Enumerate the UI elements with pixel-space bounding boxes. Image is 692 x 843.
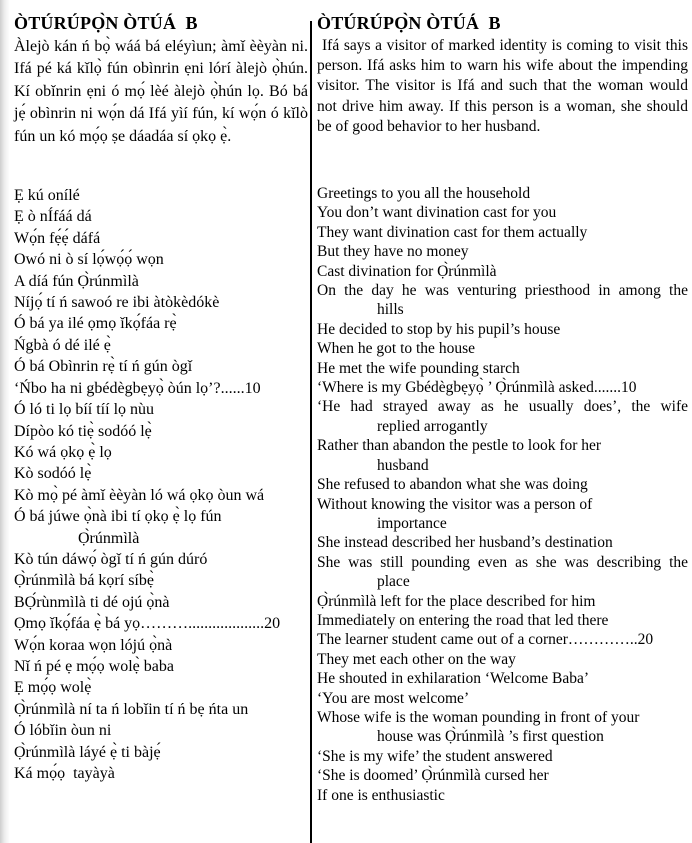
- right-verse-block: [317, 184, 688, 805]
- verse-line-text: You don’t want divination cast for you: [317, 204, 557, 222]
- verse-line: [14, 656, 308, 677]
- verse-line: [14, 635, 308, 656]
- verse-line: [317, 242, 688, 261]
- verse-line: [317, 611, 688, 630]
- verse-line-text: Nǐ ń pé ẹ mọ́ọ wolẹ̀ baba: [14, 657, 174, 675]
- left-intro-paragraph: Àlejò kán ń bọ̀ wáá bá eléyìun; àmǐ èèyàn ni. Ifá pé ká kǐlọ̀ fún obìnrin ẹni lórí àlejò ọ̀hún. Kí obǐnrin ẹni ó mọ́ lèé àlejò ọ̀hún lọ. Bó bá jẹ́ obìnrin ni wọ́n dá Ifá yìí fún, kí wọ́n ó kǐlò fún un kó mọ́ọ ṣe dáadáa sí ọkọ ẹ̀.: [14, 38, 308, 145]
- verse-line-text: Dípòo kó tiẹ̀ sodóó lẹ̀: [14, 422, 152, 440]
- verse-line: [317, 495, 688, 534]
- verse-line-text: Kò mọ̀ pé àmǐ èèyàn ló wá ọkọ òun wá: [14, 486, 265, 504]
- verse-line-text: Kò tún dáwọ́ ògǐ tí ń gún dúró: [14, 550, 208, 568]
- verse-line-text: Ọ̀rúnmìlà left for the place described for him: [317, 592, 596, 610]
- verse-line: [317, 223, 688, 242]
- verse-line: [317, 359, 688, 378]
- verse-line: [317, 436, 688, 475]
- verse-line-text: Ó bá júwe ọ̀nà ibi tí ọkọ ẹ̀ lọ fún: [14, 508, 222, 526]
- verse-line-text: Immediately on entering the road that led there: [317, 611, 609, 629]
- verse-line: [14, 485, 308, 506]
- verse-line: [317, 766, 688, 785]
- verse-line-continuation: importance: [377, 514, 447, 532]
- verse-line: [317, 397, 688, 436]
- scan-edge-shading: [0, 0, 10, 843]
- verse-line: [14, 271, 308, 292]
- verse-line-text: She refused to abandon what she was doing: [317, 476, 588, 494]
- verse-line-text: Wọ́n fẹ́ẹ́ dáfá: [14, 229, 101, 247]
- verse-line-text: If one is enthusiastic: [317, 786, 445, 804]
- verse-line-text: He met the wife pounding starch: [317, 359, 520, 377]
- verse-line-text: Ó lóbǐin òun ni: [14, 722, 112, 740]
- right-intro-paragraph: Ifá says a visitor of marked identity is coming to visit this person. Ifá asks him to warn his wife about the impending visitor. The visitor is Ifá and such that the woman would not drive him away. If this person is a woman, she should be of good behavior to her husband.: [317, 37, 688, 135]
- verse-line: [14, 549, 308, 570]
- verse-line-text: She was still pounding even as she was describing the: [317, 553, 688, 571]
- verse-line-text: ‘She is my wife’ the student answered: [317, 747, 553, 765]
- verse-line-continuation: husband: [377, 456, 429, 474]
- verse-line: [14, 570, 308, 591]
- verse-line: [317, 320, 688, 339]
- verse-line-text: Owó ni ò sí lọ́wọ́ọ́ wọn: [14, 251, 164, 269]
- verse-line: [317, 553, 688, 592]
- verse-line: [317, 262, 688, 281]
- verse-line-continuation: Ọ̀rúnmìlà: [78, 529, 140, 547]
- verse-line-text: ‘Where is my Gbédègbẹyọ̀ ’ Ọ̀rúnmìlà asked.......10: [317, 379, 637, 397]
- left-column-title: ÒTÚRÚPỌ̀N ÒTÚÁ B: [14, 13, 198, 33]
- left-verse-block: [14, 185, 308, 784]
- verse-line-text: Ẹ mọ́ọ wolẹ̀: [14, 679, 92, 697]
- verse-line-text: Ọ̀rúnmìlà bá kọrí síbẹ̀: [14, 572, 154, 590]
- verse-line-text: Ẹ kú onílé: [14, 187, 80, 205]
- verse-line: [317, 592, 688, 611]
- verse-line-text: The learner student came out of a corner…………..20: [317, 631, 654, 649]
- verse-line: [317, 708, 688, 747]
- verse-line: [317, 747, 688, 766]
- verse-line-text: ‘He had strayed away as he usually does’, the wife: [317, 398, 688, 416]
- verse-line-text: Ó bá Obìnrin rẹ̀ tí ń gún ògǐ: [14, 358, 193, 376]
- verse-line-continuation: house was Ọ̀rúnmìlà ’s first question: [377, 728, 604, 746]
- verse-line: [14, 228, 308, 249]
- verse-line-text: ‘Ńbo ha ni gbédègbẹyọ̀ òún lọ’?......10: [14, 379, 261, 397]
- verse-line-text: He decided to stop by his pupil’s house: [317, 320, 561, 338]
- verse-line: [317, 669, 688, 688]
- verse-line-text: BỌ́rùnmìlà ti dé ojú ọ̀nà: [14, 593, 170, 611]
- verse-line: [14, 613, 308, 634]
- verse-line: [14, 720, 308, 741]
- verse-line: [14, 699, 308, 720]
- verse-line: [14, 399, 308, 420]
- verse-line: [317, 650, 688, 669]
- verse-line: [317, 184, 688, 203]
- verse-line-text: Kò sodóó lẹ̀: [14, 465, 92, 483]
- verse-line: [317, 203, 688, 222]
- verse-line-text: Ẹ ò nÍfáá dá: [14, 208, 92, 226]
- verse-line-text: They want divination cast for them actually: [317, 223, 588, 241]
- verse-line: [14, 356, 308, 377]
- verse-line-text: Cast divination for Ọ̀rúnmìlà: [317, 262, 497, 280]
- verse-line-text: Níjọ́ tí ń sawoó re ibi àtòkèdókè: [14, 294, 220, 312]
- verse-line: [14, 206, 308, 227]
- verse-line: [317, 533, 688, 552]
- verse-line: [317, 339, 688, 358]
- verse-line-text: Wọ́n koraa wọn lójú ọ̀nà: [14, 636, 173, 654]
- verse-line: [317, 475, 688, 494]
- verse-line: [317, 786, 688, 805]
- verse-line-text: Whose wife is the woman pounding in front of your: [317, 708, 640, 726]
- verse-line: [14, 335, 308, 356]
- right-column-english: [317, 13, 688, 805]
- verse-line-continuation: replied arrogantly: [377, 417, 488, 435]
- verse-line-text: Ó bá ya ilé ọmọ ǐkọ́fáa rẹ̀: [14, 315, 177, 333]
- verse-line: [14, 677, 308, 698]
- verse-line: [317, 630, 688, 649]
- verse-line-text: ‘She is doomed’ Ọ̀rúnmìlà cursed her: [317, 767, 549, 785]
- verse-line: [14, 742, 308, 763]
- verse-line-text: ‘You are most welcome’: [317, 689, 470, 707]
- verse-line-text: Without knowing the visitor was a person of: [317, 495, 593, 513]
- column-divider-rule: [310, 21, 312, 843]
- verse-line-text: Ọ̀rúnmìlà láyé ẹ̀ ti bàjẹ́: [14, 743, 161, 761]
- verse-line-text: Ọmọ ǐkọ́fáa ẹ̀ bá yọ………...................20: [14, 615, 281, 633]
- verse-line: [14, 249, 308, 270]
- verse-line: [14, 185, 308, 206]
- verse-line-text: He shouted in exhilaration ‘Welcome Baba’: [317, 670, 590, 688]
- verse-line-text: But they have no money: [317, 243, 469, 261]
- verse-line-text: A díá fún Ọ̀rúnmìlà: [14, 272, 139, 290]
- verse-line: [317, 689, 688, 708]
- verse-line: [317, 378, 688, 397]
- verse-line: [14, 592, 308, 613]
- verse-line: [14, 421, 308, 442]
- verse-line: [14, 506, 308, 549]
- verse-line-text: They met each other on the way: [317, 650, 516, 668]
- verse-line-text: Greetings to you all the household: [317, 185, 531, 203]
- verse-line-continuation: hills: [377, 301, 404, 319]
- verse-line-text: She instead described her husband’s destination: [317, 534, 613, 552]
- verse-line: [14, 292, 308, 313]
- right-column-title: ÒTÚRÚPỌ̀N ÒTÚÁ B: [317, 13, 501, 33]
- verse-line: [14, 442, 308, 463]
- verse-line-text: On the day he was venturing priesthood in among the: [317, 282, 688, 300]
- verse-line: [14, 313, 308, 334]
- verse-line-text: When he got to the house: [317, 340, 475, 358]
- verse-line-text: Ó ló ti lọ bíí tíí lọ nùu: [14, 401, 155, 419]
- verse-line-text: Ńgbà ó dé ilé ẹ̀: [14, 336, 111, 354]
- verse-line: [14, 763, 308, 784]
- verse-line-text: Kó wá ọkọ ẹ̀ lọ: [14, 443, 112, 461]
- verse-line: [317, 281, 688, 320]
- verse-line-text: Rather than abandon the pestle to look for her: [317, 437, 602, 455]
- verse-line-text: Ká mọ́ọ tayàyà: [14, 765, 115, 782]
- verse-line-continuation: place: [377, 573, 410, 591]
- left-column-yoruba: [14, 13, 308, 784]
- verse-line: [14, 378, 308, 399]
- verse-line-text: Ọ̀rúnmìlà ní ta ń lobǐin tí ń bẹ ńta un: [14, 700, 249, 718]
- verse-line: [14, 463, 308, 484]
